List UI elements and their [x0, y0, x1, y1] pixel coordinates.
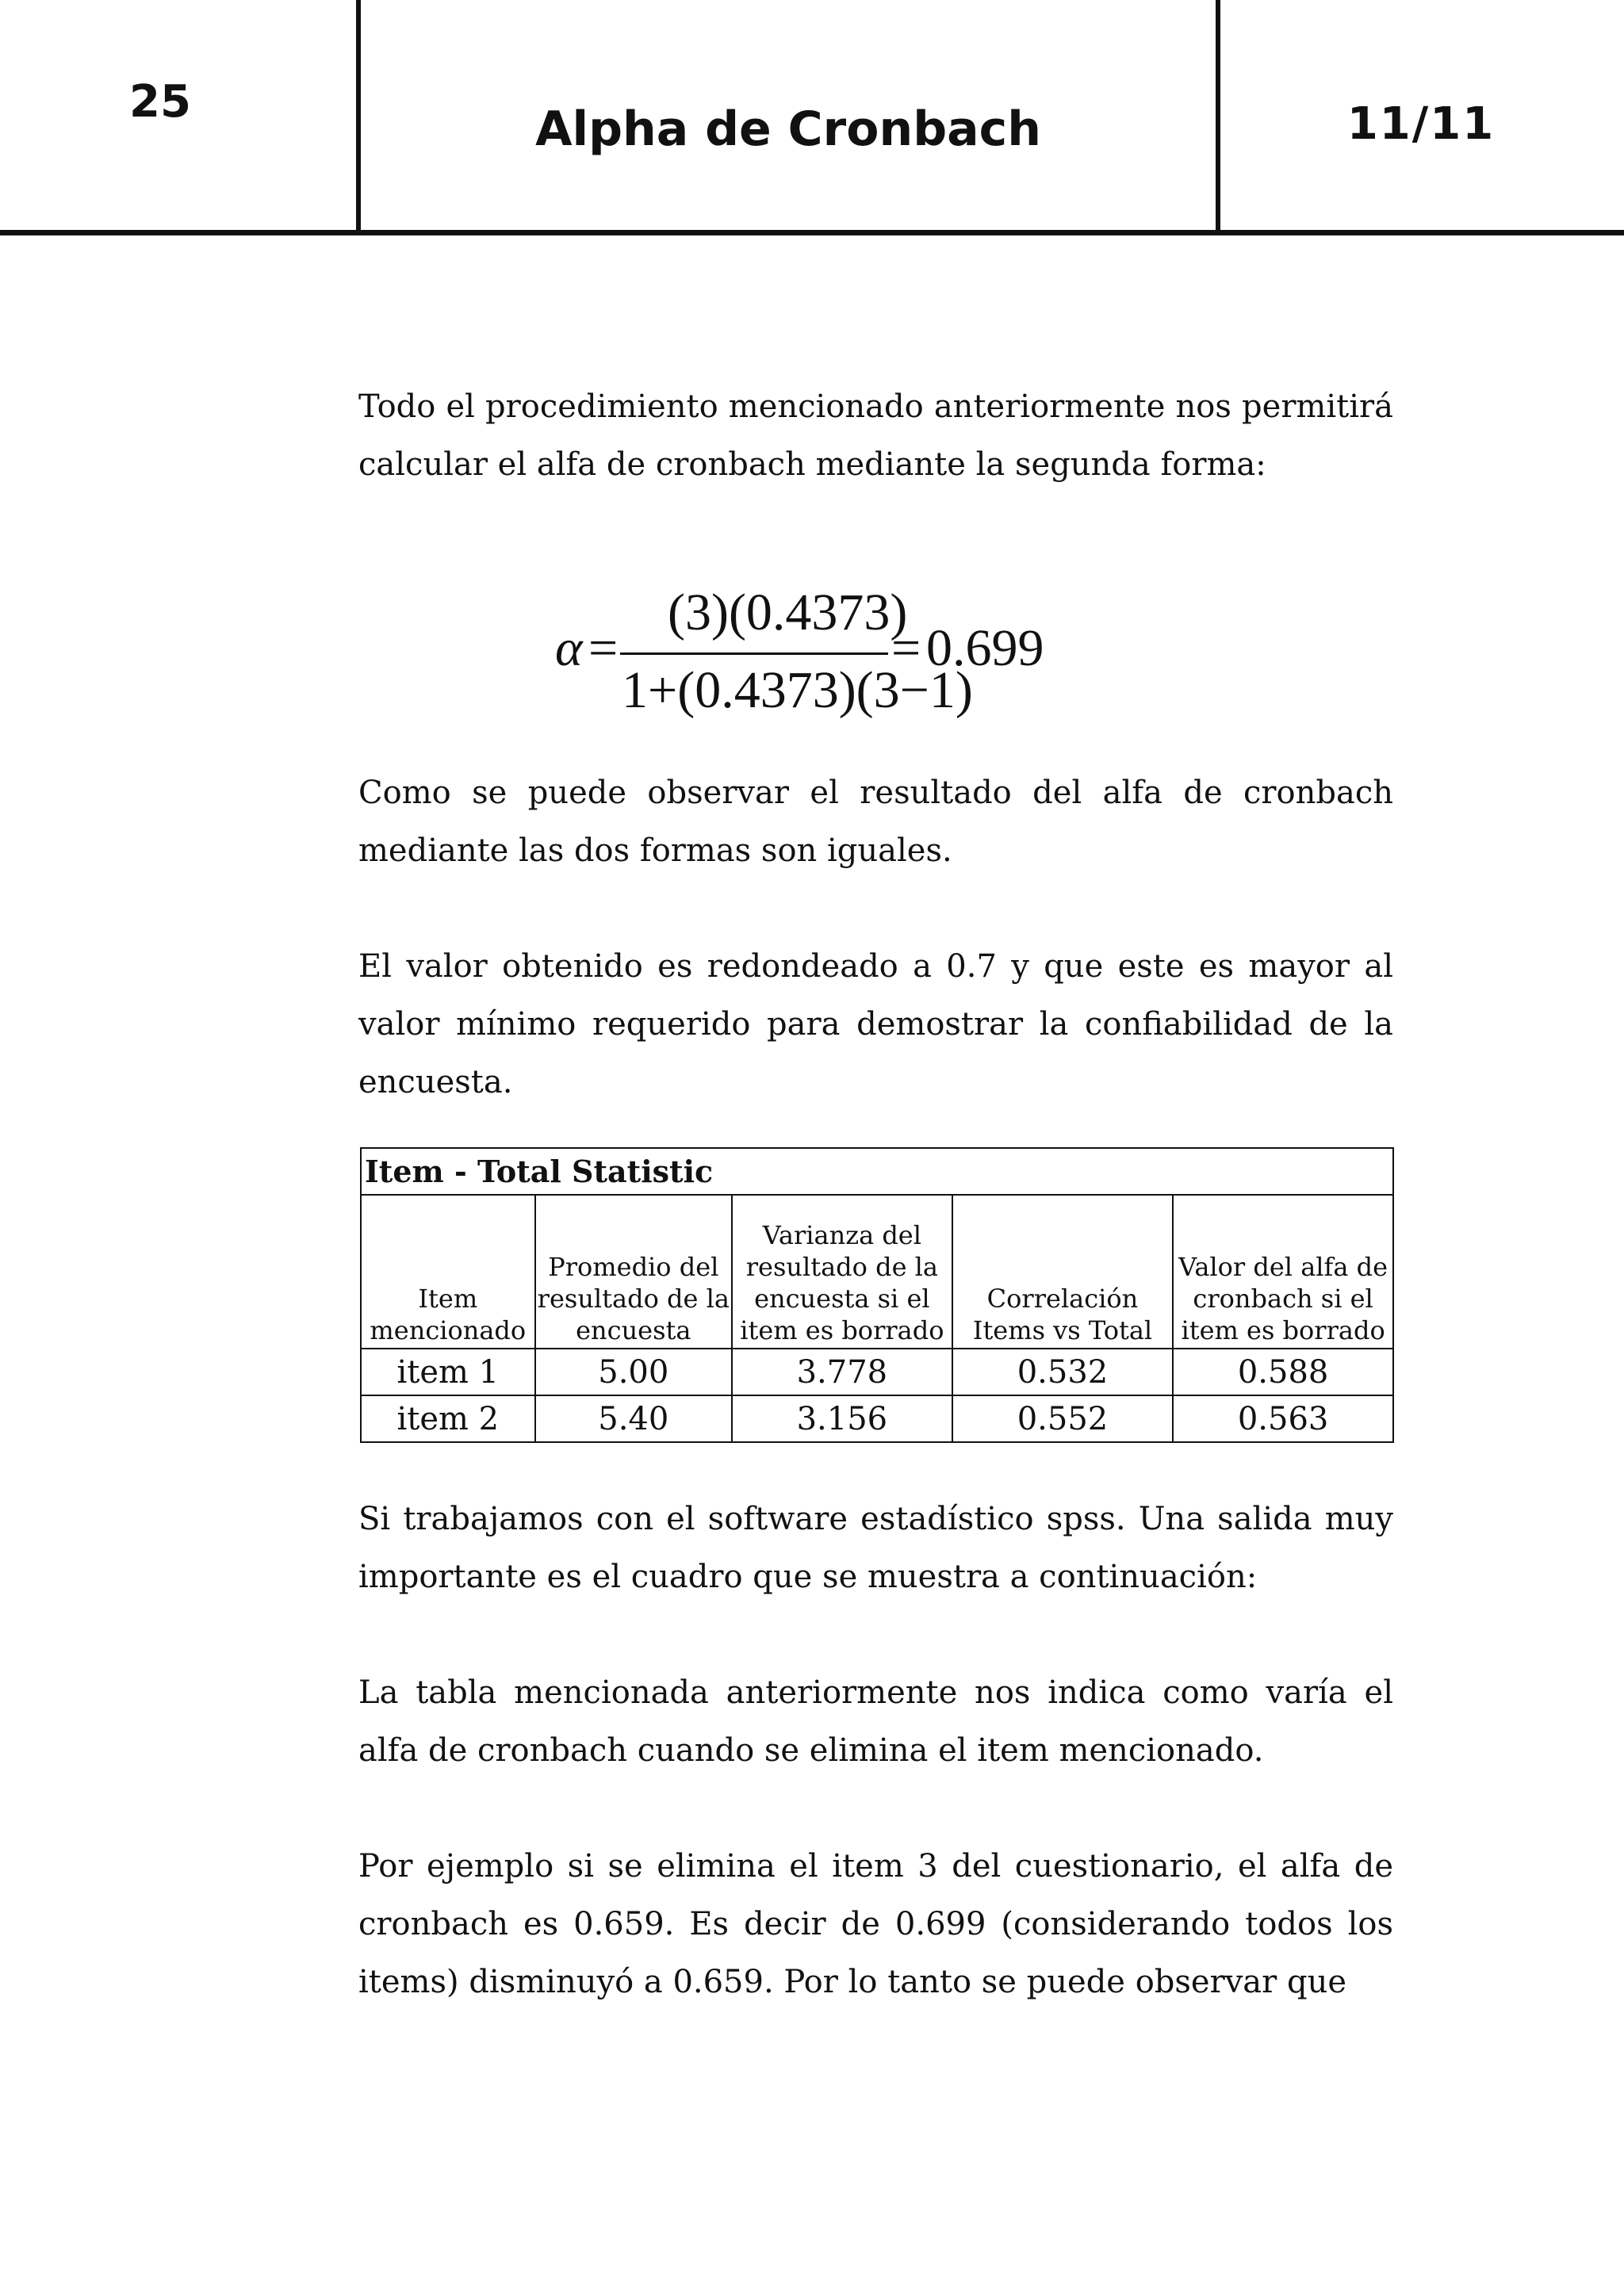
- paragraph-intro: Todo el procedimiento mencionado anteriormente nos permitirá calcular el alfa de cronbach mediante la segunda forma:: [358, 388, 1393, 483]
- paragraph-table-explanation: La tabla mencionada anteriormente nos indica como varía el alfa de cronbach cuando se elimina el item mencionado.: [358, 1674, 1393, 1769]
- cell-correlation: 0.532: [952, 1349, 1173, 1395]
- table-row: [361, 1395, 1393, 1442]
- column-header-alpha-if-deleted: Valor del alfa de cronbach si el item es borrado: [1173, 1195, 1393, 1349]
- table-row: [361, 1349, 1393, 1395]
- formula-equals-result: =: [891, 619, 921, 677]
- cell-variance: 3.778: [732, 1349, 952, 1395]
- item-total-statistics-table: [360, 1147, 1394, 1443]
- alpha-formula: [555, 583, 1110, 721]
- formula-result: 0.699: [926, 619, 1044, 677]
- cell-alpha-if-deleted: 0.588: [1173, 1349, 1393, 1395]
- paragraph-example: Por ejemplo si se elimina el item 3 del cuestionario, el alfa de cronbach es 0.659. Es decir de 0.699 (considerando todos los items) disminuyó a 0.659. Por lo tanto se puede observar que: [358, 1848, 1393, 2000]
- page-title: Alpha de Cronbach: [535, 101, 1041, 157]
- cell-alpha-if-deleted: 0.563: [1173, 1395, 1393, 1442]
- cell-mean: 5.40: [535, 1395, 732, 1442]
- page-number: 25: [129, 76, 191, 128]
- formula-alpha-symbol: α: [555, 619, 583, 677]
- paragraph-rounded-value: El valor obtenido es redondeado a 0.7 y que este es mayor al valor mínimo requerido para demostrar la confiabilidad de la encuesta.: [358, 948, 1393, 1100]
- formula-equals: =: [588, 619, 619, 677]
- page-header: [0, 0, 1624, 235]
- cell-mean: 5.00: [535, 1349, 732, 1395]
- fraction-bar: [620, 652, 888, 655]
- column-header-correlation: Correlación Items vs Total: [952, 1195, 1173, 1349]
- cell-correlation: 0.552: [952, 1395, 1173, 1442]
- column-header-mean: Promedio del resultado de la encuesta: [535, 1195, 732, 1349]
- column-header-item: Item mencionado: [361, 1195, 535, 1349]
- paragraph-spss: Si trabajamos con el software estadístico spss. Una salida muy importante es el cuadro que se muestra a continuación:: [358, 1501, 1393, 1595]
- page-counter: 11/11: [1346, 98, 1496, 150]
- cell-variance: 3.156: [732, 1395, 952, 1442]
- formula-denominator: 1+(0.4373)(3−1): [622, 661, 973, 719]
- cell-item: item 1: [361, 1349, 535, 1395]
- paragraph-comparison: Como se puede observar el resultado del alfa de cronbach mediante las dos formas son iguales.: [358, 775, 1393, 869]
- formula-numerator: (3)(0.4373): [668, 584, 908, 641]
- table-header-row: [361, 1195, 1393, 1349]
- table-caption: Item - Total Statistic: [361, 1148, 1393, 1195]
- column-header-variance: Varianza del resultado de la encuesta si el item es borrado: [732, 1195, 952, 1349]
- cell-item: item 2: [361, 1395, 535, 1442]
- table-caption-row: [361, 1148, 1393, 1195]
